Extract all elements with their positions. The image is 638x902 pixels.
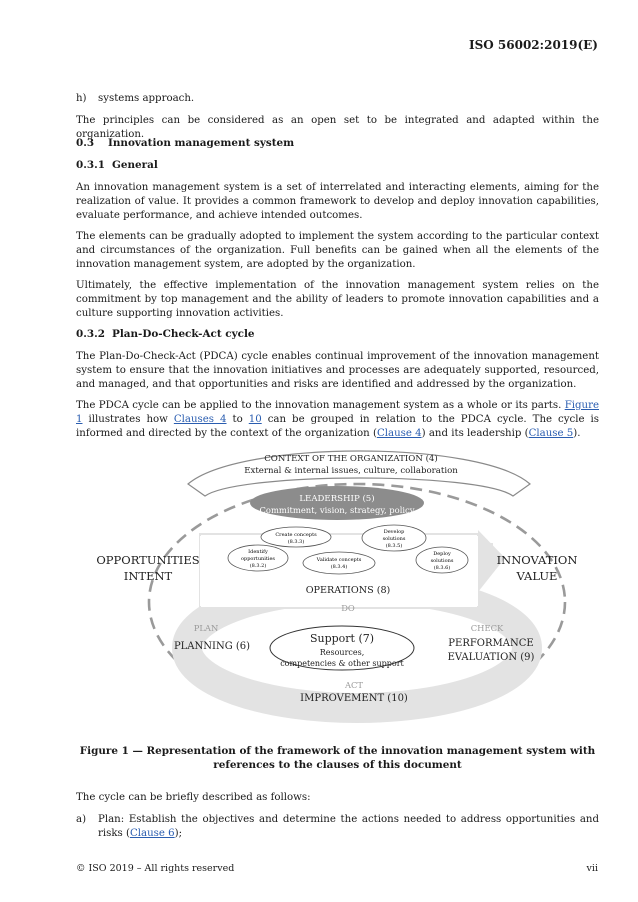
text-run: ) and its leadership ( — [421, 428, 529, 440]
process-identify-line-3: (8.3.2) — [249, 563, 267, 569]
page-number: vii — [586, 863, 598, 874]
context-subtitle: External & internal issues, culture, collaboration — [244, 466, 458, 476]
process-develop-line-3: (8.3.5) — [385, 543, 403, 549]
process-deploy-line-3: (8.3.6) — [433, 565, 451, 571]
process-identify — [228, 545, 288, 571]
operations-label: OPERATIONS (8) — [305, 585, 391, 596]
performance-label: PERFORMANCE — [448, 638, 534, 649]
heading-number: 0.3 — [76, 137, 95, 149]
evaluation-label: EVALUATION (9) — [447, 652, 535, 663]
process-create-line-1: Create concepts — [275, 532, 317, 538]
heading-0-3 — [76, 137, 294, 149]
heading-0-3-1 — [76, 159, 158, 171]
opportunities-label: OPPORTUNITIES — [96, 553, 200, 567]
support-line-1: Resources, — [319, 648, 365, 657]
document-id: ISO 56002:2019(E) — [469, 38, 598, 52]
paragraph-general-2: The elements can be gradually adopted to implement the system according to the particular context and circumstances of the organization. Full benefits can be gained when all the elements of the innovation management system, are adopted by the organization. — [76, 231, 599, 271]
text-run: Plan: Establish the objectives and determine the actions needed to address opportunities and risks ( — [98, 814, 599, 840]
planning-label: PLANNING (6) — [173, 641, 251, 652]
caption-line-1: Figure 1 — Representation of the framework of the innovation management system with — [79, 745, 596, 757]
process-validate-line-2: (8.3.4) — [330, 564, 348, 570]
copyright-notice: © ISO 2019 – All rights reserved — [76, 863, 235, 874]
heading-number: 0.3.1 — [76, 159, 105, 171]
support-title: Support (7) — [309, 632, 375, 645]
text-run: The PDCA cycle can be applied to the innovation management system as a whole or its parts. — [76, 400, 565, 411]
text-run: to — [226, 414, 249, 426]
text-run: ). — [573, 428, 581, 440]
caption-line-2: references to the clauses of this document — [213, 759, 462, 771]
process-develop — [362, 525, 426, 551]
do-label: DO — [341, 603, 355, 613]
list-item-h — [76, 92, 599, 106]
heading-number: 0.3.2 — [76, 328, 105, 340]
paragraph-pdca-1: The Plan-Do-Check-Act (PDCA) cycle enables continual improvement of the innovation management system to ensure that the innovation initiatives and processes are adequately supported, resourced, and managed, and that opportunities and risks are identified and addressed by the organization. — [76, 351, 599, 391]
process-identify-line-1: Identify — [248, 549, 268, 555]
clause-4-link[interactable]: Clause 4 — [376, 428, 422, 440]
text-run: ); — [174, 828, 183, 840]
act-label: ACT — [344, 680, 364, 690]
clause-6-link[interactable]: Clause 6 — [129, 828, 175, 840]
context-title: CONTEXT OF THE ORGANIZATION (4) — [264, 454, 438, 464]
paragraph-pdca-2 — [76, 399, 599, 442]
figure-1-link[interactable]: Figure 1 — [76, 400, 599, 426]
intent-label: INTENT — [123, 569, 173, 583]
text-run: can be grouped in relation to the PDCA cycle. The cycle is informed and directed by the context of the organization ( — [76, 414, 599, 440]
clauses-4-link[interactable]: Clauses 4 — [173, 414, 227, 426]
process-deploy-line-2: solutions — [430, 558, 454, 564]
process-validate — [303, 552, 375, 574]
process-create — [261, 527, 331, 547]
figure-caption — [76, 744, 599, 772]
leadership-title: LEADERSHIP (5) — [299, 494, 375, 504]
improvement-label: IMPROVEMENT (10) — [300, 693, 408, 704]
innovation-framework-diagram — [0, 440, 638, 740]
text-run: illustrates how — [82, 414, 174, 426]
process-deploy — [416, 547, 468, 573]
paragraph-general-3: Ultimately, the effective implementation of the innovation management system relies on the commitment by top management and the ability of leaders to promote innovation capabilities and a culture supporting innovation activities. — [76, 280, 599, 320]
leadership-subtitle: Commitment, vision, strategy, policy — [259, 505, 415, 515]
list-label: h) — [76, 93, 87, 104]
list-item-a — [76, 813, 599, 841]
heading-0-3-2 — [76, 328, 255, 340]
paragraph-general-1: An innovation management system is a set of interrelated and interacting elements, aiming for the realization of value. It provides a common framework to develop and deploy innovation capabilities, evaluate performance, and achieve intended outcomes. — [76, 182, 599, 222]
value-label: VALUE — [516, 569, 558, 583]
list-text — [98, 813, 599, 841]
check-label: CHECK — [470, 623, 504, 633]
process-identify-line-2: opportunities — [241, 556, 275, 562]
heading-title: Innovation management system — [108, 137, 295, 149]
list-label: a) — [76, 814, 87, 825]
paragraph-cycle-intro: The cycle can be briefly described as follows: — [76, 792, 311, 803]
heading-title: General — [112, 159, 158, 171]
list-text: systems approach. — [98, 93, 195, 104]
process-deploy-line-1: Deploy — [433, 551, 451, 557]
process-develop-line-2: solutions — [382, 536, 406, 542]
plan-label: PLAN — [193, 623, 219, 633]
support-line-2: competencies & other support — [280, 659, 404, 668]
heading-title: Plan-Do-Check-Act cycle — [112, 328, 255, 340]
process-create-line-2: (8.3.3) — [287, 539, 305, 545]
process-validate-line-1: Validate concepts — [316, 557, 362, 563]
process-develop-line-1: Develop — [383, 529, 405, 535]
innovation-label: INNOVATION — [496, 553, 578, 567]
clause-10-link[interactable]: 10 — [248, 414, 262, 426]
paragraph-principles: The principles can be considered as an open set to be integrated and adapted within the organization. — [76, 115, 599, 141]
clause-5-link[interactable]: Clause 5 — [528, 428, 574, 440]
